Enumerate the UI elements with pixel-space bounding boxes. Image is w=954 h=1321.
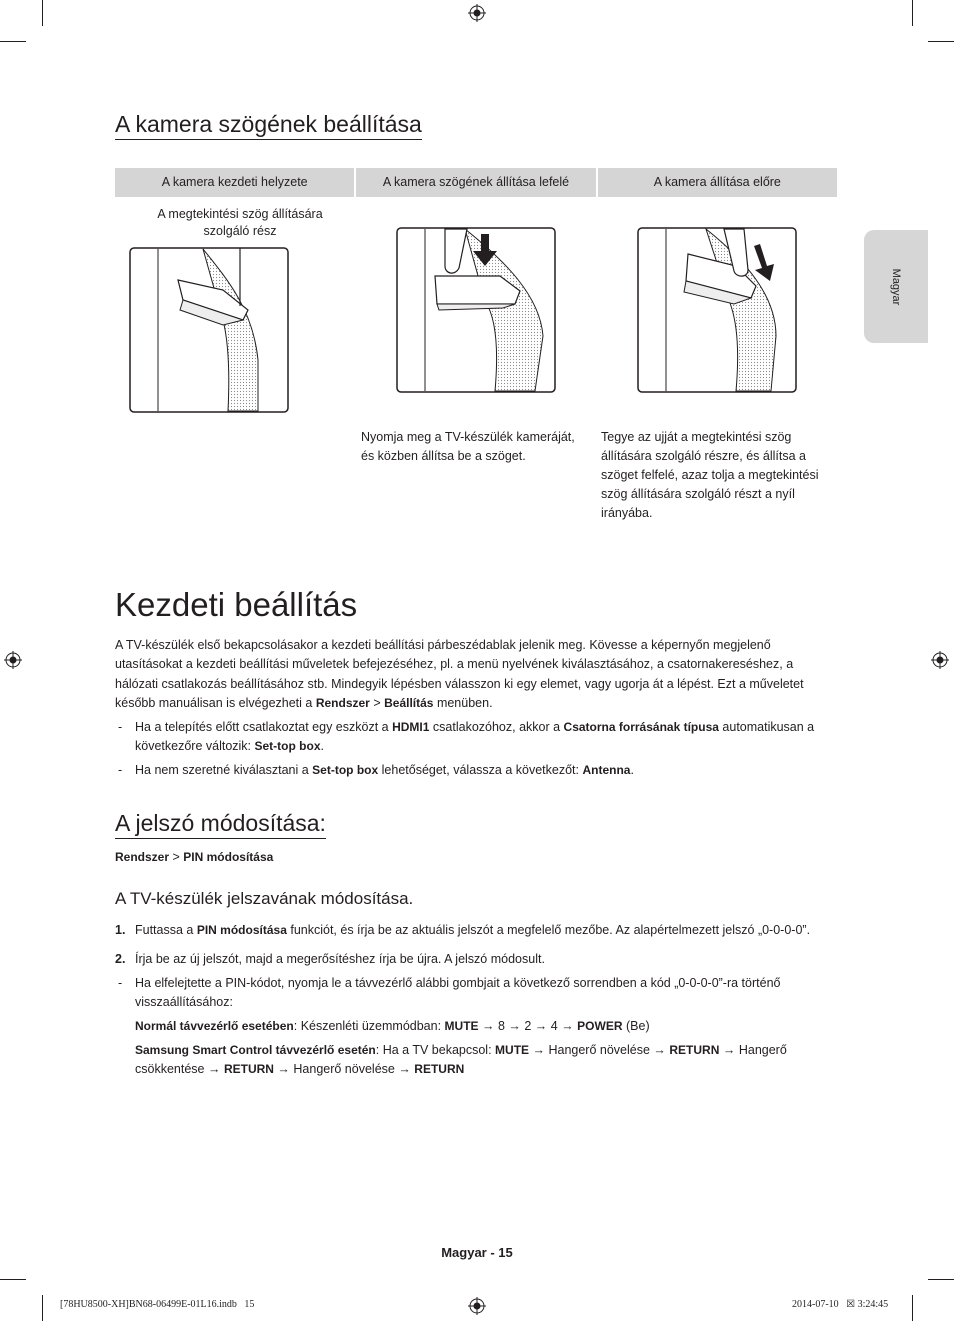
language-side-tab [864,230,928,343]
camera-steps-header-row [115,168,837,197]
setup-section-title: Kezdeti beállítás [115,586,358,623]
setup-bullet-antenna: Ha nem szeretné kiválasztani a Set-top box lehetőséget, válassza a következőt: Antenna. [135,763,634,777]
crop-mark [0,1279,26,1280]
setup-intro-paragraph: A TV-készülék első bekapcsolásakor a kezdeti beállítási párbeszédablak jelenik meg. Kövesse a képernyőn megjelenő utasításokat a kezdeti beállítási műveletek befejezéséhez, pl. a menü nyelvének kiválasztásához, a csatornakereséshez, a hálózati csatlakozás beállításához stb. Mindegyik lépésben válasszon ki egy elemet, vagy ugorja át a lépést. Ezt a műveletet később manuálisan is elvégezheti a Rendszer > Beállítás menüben. [115,638,804,710]
camera-tilt-forward-illustration [636,226,798,394]
registration-mark-icon [4,651,22,669]
crop-mark [928,41,954,42]
password-reset-note: Ha elfelejtette a PIN-kódot, nyomja le a távvezérlő alábbi gombjait a következő sorrendben a kód „0-0-0-0”-ra történő visszaállításához: [135,976,781,1010]
camera-section-title: A kamera szögének beállítása [115,110,422,140]
print-timestamp: 2014-07-10 ☒ 3:24:45 [792,1299,889,1310]
password-step-1: Futtassa a PIN módosítása funkciót, és írja be az aktuális jelszót a megfelelő mezőbe. Az alapértelmezett jelszó „0-0-0-0”. [135,923,811,937]
bullet-dash: - [118,720,123,734]
camera-callout-label: A megtekintési szög állítására szolgáló rész [157,207,323,238]
normal-remote-sequence: Normál távvezérlő esetében: Készenléti üzemmódban: MUTE → 8 → 2 → 4 → POWER (Be) [135,1019,650,1033]
password-section-title: A jelszó módosítása: [115,809,326,839]
print-file-info: [78HU8500-XH]BN68-06499E-01L16.indb 15 [60,1299,255,1310]
password-menu-path: Rendszer > PIN módosítása [115,850,274,864]
setup-bullet-hdmi: Ha a telepítés előtt csatlakoztat egy eszközt a HDMI1 csatlakozóhoz, akkor a Csatorna forrásának típusa automatikusan a következőre változik: Set-top box. [135,720,815,754]
camera-initial-illustration [128,240,290,414]
step-number: 2. [115,952,126,966]
registration-mark-icon [468,4,486,22]
camera-header-initial: A kamera kezdeti helyzete [115,168,354,197]
crop-mark [42,1295,43,1321]
registration-mark-icon [468,1297,486,1315]
registration-mark-icon [931,651,949,669]
bullet-dash: - [118,976,123,990]
camera-tilt-down-illustration [395,226,557,394]
camera-header-tilt-forward: A kamera állítása előre [598,168,837,197]
smart-control-sequence: Samsung Smart Control távvezérlő esetén: Ha a TV bekapcsol: MUTE → Hangerő növelése → RETURN → Hangerő csökkentése → RETURN → Hangerő növelése → RETURN [135,1043,787,1077]
bullet-dash: - [118,763,123,777]
language-tab-label: Magyar [890,268,902,305]
password-step-2: Írja be az új jelszót, majd a megerősítéshez írja be újra. A jelszó módosult. [135,952,545,966]
password-subtitle: A TV-készülék jelszavának módosítása. [115,889,414,908]
camera-step3-description: Tegye az ujját a megtekintési szög állítására szolgáló részre, és állítsa a szöget felfelé, azaz tolja a megtekintési szög állítására szolgáló részt a nyíl irányába. [601,430,819,520]
crop-mark [912,0,913,26]
crop-mark [928,1279,954,1280]
page-number: Magyar - 15 [441,1245,513,1260]
crop-mark [912,1295,913,1321]
crop-mark [0,41,26,42]
camera-step2-description: Nyomja meg a TV-készülék kameráját, és közben állítsa be a szöget. [361,430,575,463]
crop-mark [42,0,43,26]
step-number: 1. [115,923,126,937]
camera-header-tilt-down: A kamera szögének állítása lefelé [356,168,595,197]
